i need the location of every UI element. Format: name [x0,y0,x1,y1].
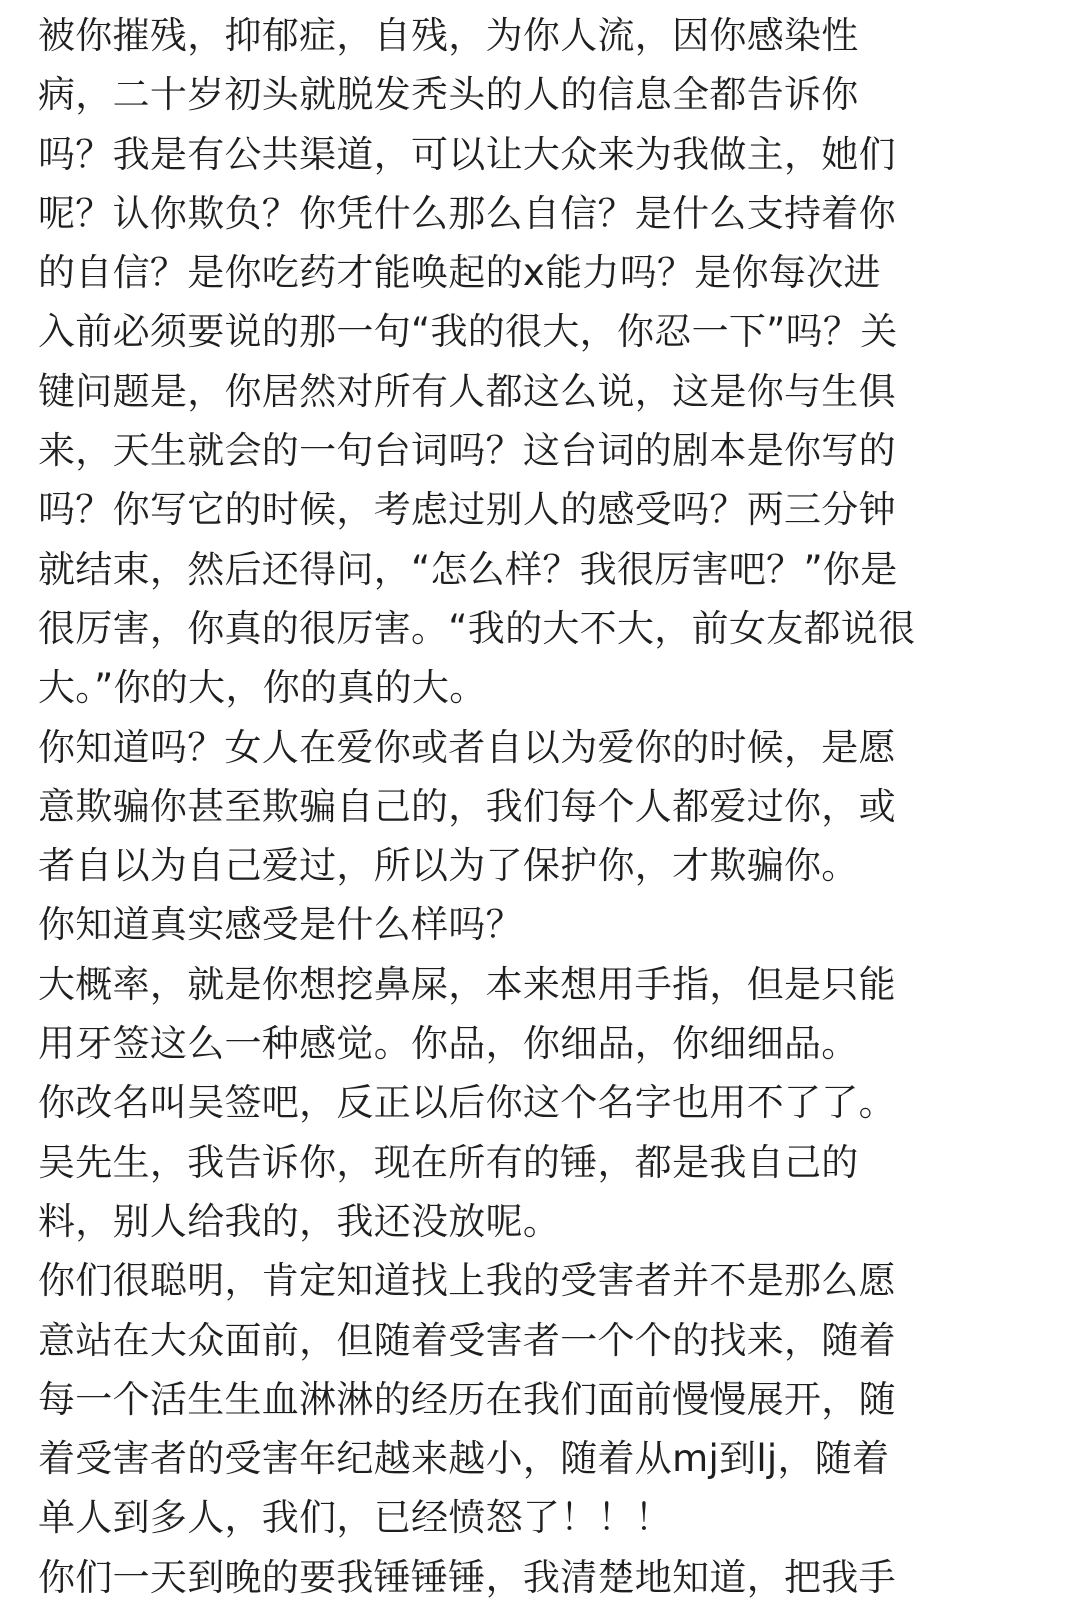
text-line: 很厉害，你真的很厉害。“我的大不大，前女友都说很 [38,606,916,650]
text-line: 吴先生，我告诉你，现在所有的锤，都是我自己的 [38,1140,859,1184]
text-line: 吗？你写它的时候，考虑过别人的感受吗？两三分钟 [38,488,896,532]
text-line: 你改名叫吴签吧，反正以后你这个名字也用不了了。 [38,1081,896,1125]
text-line: 就结束，然后还得问，“怎么样？我很厉害吧？”你是 [38,547,898,591]
text-line: 的自信？是你吃药才能唤起的x能力吗？是你每次进 [38,251,881,295]
text-line: 你知道吗？女人在爱你或者自以为爱你的时候，是愿 [38,725,896,769]
text-line: 呢？认你欺负？你凭什么那么自信？是什么支持着你 [38,191,896,235]
text-line: 料，别人给我的，我还没放呢。 [38,1199,561,1243]
text-line: 意欺骗你甚至欺骗自己的，我们每个人都爱过你，或 [38,784,896,828]
text-line: 你们很聪明，肯定知道找上我的受害者并不是那么愿 [38,1259,896,1303]
text-line: 者自以为自己爱过，所以为了保护你，才欺骗你。 [38,844,859,888]
text-line: 吗？我是有公共渠道，可以让大众来为我做主，她们 [38,132,896,176]
text-line: 病，二十岁初头就脱发秃头的人的信息全都告诉你 [38,73,859,117]
text-line: 被你摧残，抑郁症，自残，为你人流，因你感染性 [38,14,859,57]
text-line: 键问题是，你居然对所有人都这么说，这是你与生俱 [38,369,896,413]
text-line: 入前必须要说的那一句“我的很大，你忍一下”吗？关 [38,310,898,354]
text-line: 单人到多人，我们，已经愤怒了！！！ [38,1496,673,1540]
post-body [38,6,1068,1607]
text-line: 着受害者的受害年纪越来越小，随着从mj到lj，随着 [38,1437,890,1481]
text-line: 来，天生就会的一句台词吗？这台词的剧本是你写的 [38,429,896,473]
text-line: 每一个活生生血淋淋的经历在我们面前慢慢展开，随 [38,1377,896,1421]
text-line: 用牙签这么一种感觉。你品，你细品，你细细品。 [38,1022,859,1066]
text-line: 大概率，就是你想挖鼻屎，本来想用手指，但是只能 [38,962,896,1006]
text-line: 意站在大众面前，但随着受害者一个个的找来，随着 [38,1318,896,1362]
text-line: 你们一天到晚的要我锤锤锤，我清楚地知道，把我手 [38,1555,896,1599]
text-line: 大。”你的大，你的真的大。 [38,666,487,710]
text-line: 你知道真实感受是什么样吗？ [38,903,523,947]
